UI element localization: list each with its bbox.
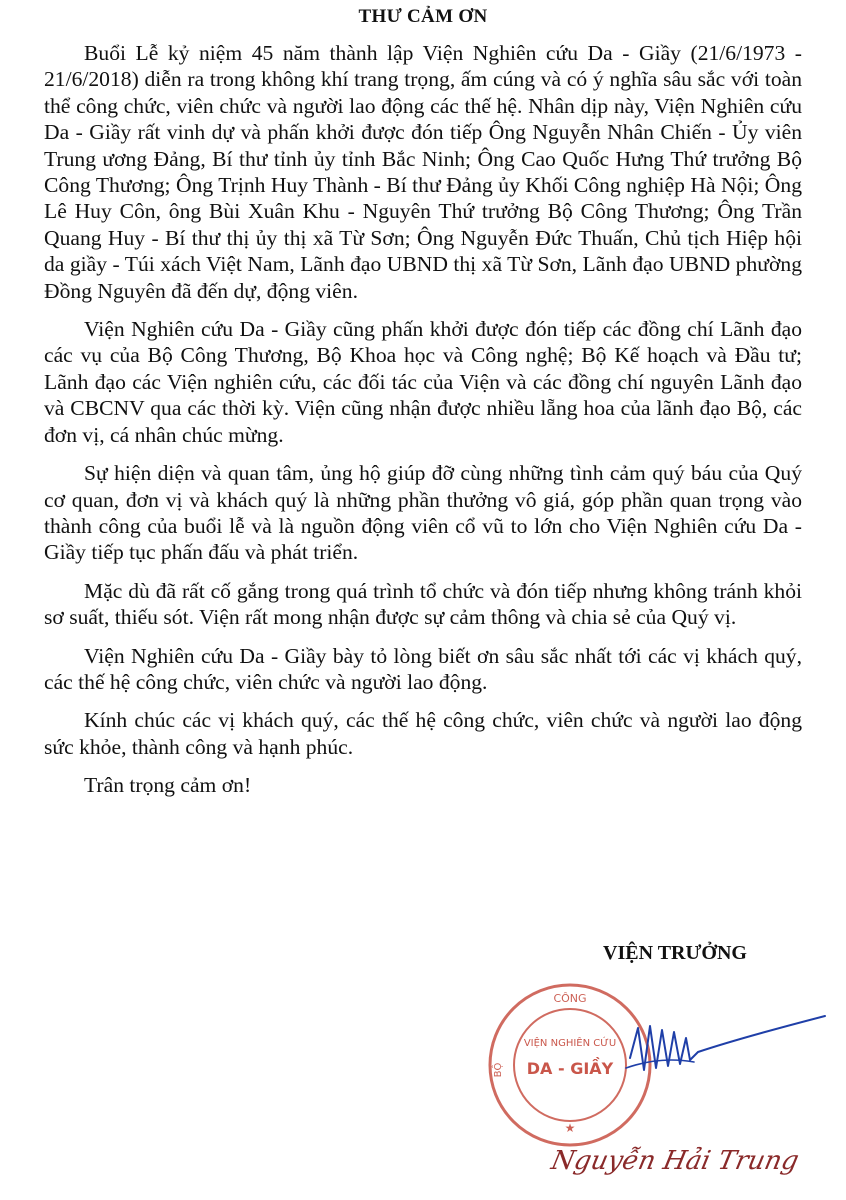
signer-position-title: VIỆN TRƯỞNG	[603, 942, 747, 964]
letter-title: THƯ CẢM ƠN	[358, 6, 488, 27]
paragraph: Viện Nghiên cứu Da - Giầy cũng phấn khởi được đón tiếp các đồng chí Lãnh đạo các vụ của Bộ Công Thương, Bộ Khoa học và Công nghệ; Bộ Kế hoạch và Đầu tư; Lãnh đạo các Viện nghiên cứu, các đối tác của Viện và các đồng chí nguyên Lãnh đạo và CBCNV qua các thời kỳ. Viện cũng nhận được nhiều lẵng hoa của lãnh đạo Bộ, các đơn vị, cá nhân chúc mừng.	[44, 317, 802, 447]
signer-name: Nguyễn Hải Trung	[548, 1146, 802, 1176]
closing-line: Trân trọng cảm ơn!	[84, 773, 252, 798]
paragraph: Buổi Lễ kỷ niệm 45 năm thành lập Viện Nghiên cứu Da - Giầy (21/6/1973 - 21/6/2018) diễn ra trong không khí trang trọng, ấm cúng và có ý nghĩa sâu sắc với toàn thể công chức, viên chức và người lao động các thế hệ. Nhân dịp này, Viện Nghiên cứu Da - Giầy rất vinh dự và phấn khởi được đón tiếp Ông Nguyễn Nhân Chiến - Ủy viên Trung ương Đảng, Bí thư tỉnh ủy tỉnh Bắc Ninh; Ông Cao Quốc Hưng Thứ trưởng Bộ Công Thương; Ông Trịnh Huy Thành - Bí thư Đảng ủy Khối Công nghiệp Hà Nội; Ông Lê Huy Côn, ông Bùi Xuân Khu - Nguyên Thứ trưởng Bộ Công Thương; Ông Trần Quang Huy - Bí thư thị ủy thị xã Từ Sơn; Ông Nguyễn Đức Thuấn, Chủ tịch Hiệp hội da giầy - Túi xách Việt Nam, Lãnh đạo UBND thị xã Từ Sơn, Lãnh đạo UBND phường Đồng Nguyên đã đến dự, động viên.	[44, 41, 802, 303]
stamp-center-text: DA - GIẦY	[526, 1059, 614, 1078]
paragraph: Viện Nghiên cứu Da - Giầy bày tỏ lòng biết ơn sâu sắc nhất tới các vị khách quý, các thế hệ công chức, viên chức và người lao động.	[44, 643, 802, 694]
paragraph: Kính chúc các vị khách quý, các thế hệ công chức, viên chức và người lao động sức khỏe, thành công và hạnh phúc.	[44, 708, 802, 759]
paragraph: Sự hiện diện và quan tâm, ủng hộ giúp đỡ cùng những tình cảm quý báu của Quý cơ quan, đơn vị và khách quý là những phần thưởng vô giá, góp phần quan trọng vào thành công của buổi lễ và là nguồn động viên cổ vũ to lớn cho Viện Nghiên cứu Da - Giầy tiếp tục phấn đấu và phát triển.	[44, 461, 802, 565]
stamp-left-text: BỘ	[493, 1062, 504, 1078]
star-icon: ★	[564, 1121, 576, 1135]
stamp-inner-text: VIỆN NGHIÊN CỨU	[523, 1038, 617, 1049]
stamp-top-text: CÔNG	[553, 992, 587, 1005]
paragraph: Mặc dù đã rất cố gắng trong quá trình tổ chức và đón tiếp nhưng không tránh khỏi sơ suất, thiếu sót. Viện rất mong nhận được sự cảm thông và chia sẻ của Quý vị.	[44, 578, 802, 630]
letter-body	[44, 40, 802, 811]
handwritten-signature	[590, 1008, 830, 1098]
